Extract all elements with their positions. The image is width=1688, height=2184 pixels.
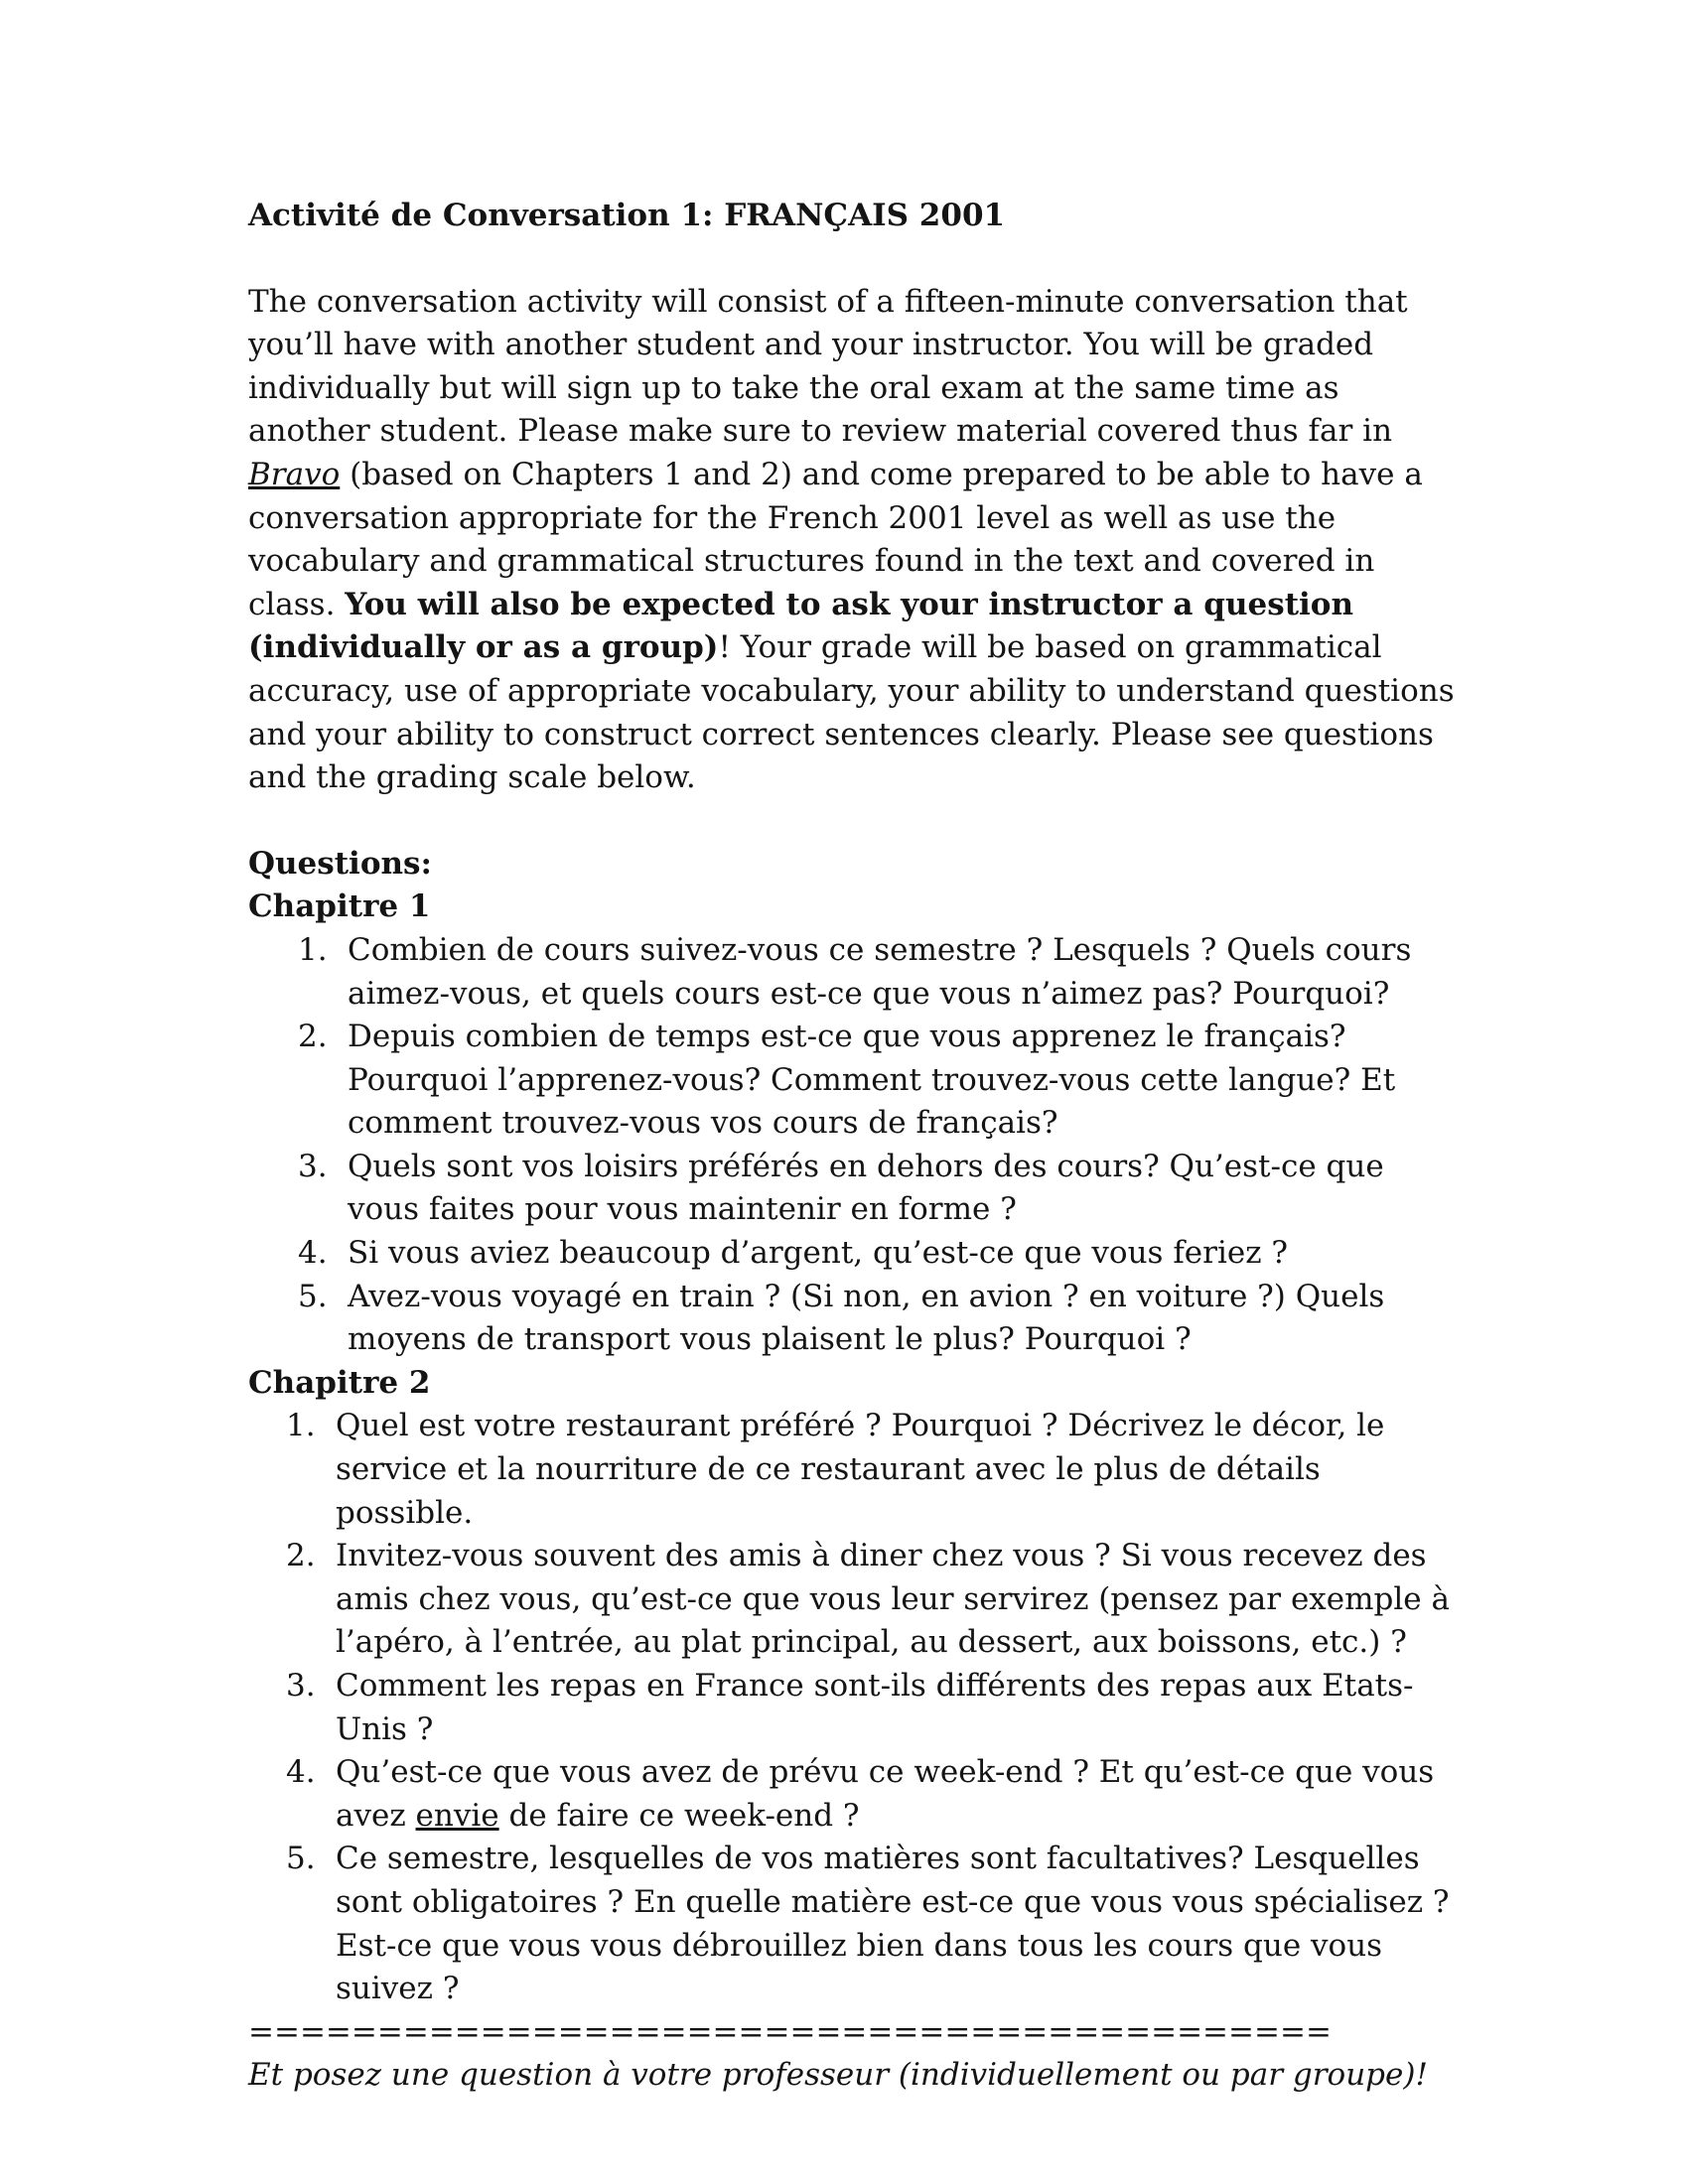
item-text-after: de faire ce week-end ? (498, 1797, 860, 1834)
item-text: Depuis combien de temps est-ce que vous apprenez le français? Pourquoi l’apprenez-vous? Comment trouvez-vous cette langue? Et comment trouvez-vous vos cours de français? (348, 1019, 1396, 1142)
chapter1-question-list (248, 929, 1460, 1362)
item-number: 2. (286, 1538, 316, 1574)
item-number: 4. (298, 1235, 328, 1272)
intro-bold-text: You will also be expected to ask your instructor a question (individually or as a group) (248, 586, 1354, 666)
intro-paragraph (248, 281, 1460, 800)
list-item (248, 929, 1460, 1016)
item-text: Comment les repas en France sont-ils différents des repas aux Etats-Unis ? (336, 1668, 1414, 1747)
item-number: 2. (298, 1019, 328, 1055)
item-number: 5. (298, 1278, 328, 1314)
item-text: Avez-vous voyagé en train ? (Si non, en avion ? en voiture ?) Quels moyens de transport vous plaisent le plus? Pourquoi ? (348, 1278, 1385, 1358)
intro-text-1: The conversation activity will consist of a fifteen-minute conversation that you’ll have with another student and your instructor. You will be graded individually but will sign up to take the oral exam at the same time as another student. Please make sure to review material covered thus far in (248, 283, 1408, 450)
separator-line: ========================================== (248, 2013, 1332, 2050)
list-item (248, 1838, 1460, 2010)
list-item (248, 1232, 1460, 1276)
list-item (248, 1751, 1460, 1838)
chapter2-question-list (248, 1405, 1460, 2010)
item-number: 1. (298, 931, 328, 968)
list-item (248, 1405, 1460, 1535)
item-underlined-word: envie (415, 1797, 499, 1834)
item-number: 4. (286, 1754, 316, 1791)
item-number: 5. (286, 1841, 316, 1877)
chapter1-heading: Chapitre 1 (248, 888, 431, 925)
list-item (248, 1276, 1460, 1362)
item-number: 1. (286, 1408, 316, 1444)
list-item (248, 1665, 1460, 1751)
questions-heading: Questions: (248, 845, 432, 882)
document-title: Activité de Conversation 1: FRANÇAIS 2001 (248, 198, 1006, 233)
item-text: Quel est votre restaurant préféré ? Pourquoi ? Décrivez le décor, le service et la nourriture de ce restaurant avec le plus de détails possible. (336, 1408, 1385, 1531)
book-title: Bravo (248, 456, 341, 492)
item-number: 3. (286, 1668, 316, 1704)
list-item (248, 1535, 1460, 1665)
item-text: Quels sont vos loisirs préférés en dehors des cours? Qu’est-ce que vous faites pour vous maintenir en forme ? (348, 1148, 1384, 1228)
item-text: Ce semestre, lesquelles de vos matières sont facultatives? Lesquelles sont obligatoires ? En quelle matière est-ce que vous vous spécialisez ? Est-ce que vous vous débrouillez bien dans tous les cours que vous suivez ? (336, 1841, 1450, 2007)
item-text-before: Qu’est-ce que vous avez de prévu ce week-end ? Et qu’est-ce que vous avez (336, 1754, 1435, 1834)
item-text: Invitez-vous souvent des amis à diner chez vous ? Si vous recevez des amis chez vous, qu’est-ce que vous leur servirez (pensez par exemple à l’apéro, à l’entrée, au plat principal, au dessert, aux boissons, etc.) ? (336, 1538, 1450, 1661)
document-page (248, 195, 1460, 2098)
chapter2-heading: Chapitre 2 (248, 1364, 431, 1401)
intro-text-3: ! Your grade will be based on grammatical accuracy, use of appropriate vocabulary, your ability to understand questions and your ability to construct correct sentences clearly. Please see questions and the grading scale below. (248, 629, 1455, 796)
intro-text-2: (based on Chapters 1 and 2) and come prepared to be able to have a conversation appropriate for the French 2001 level as well as use the vocabulary and grammatical structures found in the text and covered in class. (248, 456, 1423, 622)
item-number: 3. (298, 1148, 328, 1184)
list-item (248, 1146, 1460, 1232)
item-text: Si vous aviez beaucoup d’argent, qu’est-ce que vous feriez ? (348, 1235, 1289, 1272)
item-text: Combien de cours suivez-vous ce semestre ? Lesquels ? Quels cours aimez-vous, et quels cours est-ce que vous n’aimez pas? Pourquoi? (348, 931, 1412, 1012)
list-item (248, 1016, 1460, 1146)
closing-instruction: Et posez une question à votre professeur (individuellement ou par groupe)! (248, 2057, 1428, 2094)
